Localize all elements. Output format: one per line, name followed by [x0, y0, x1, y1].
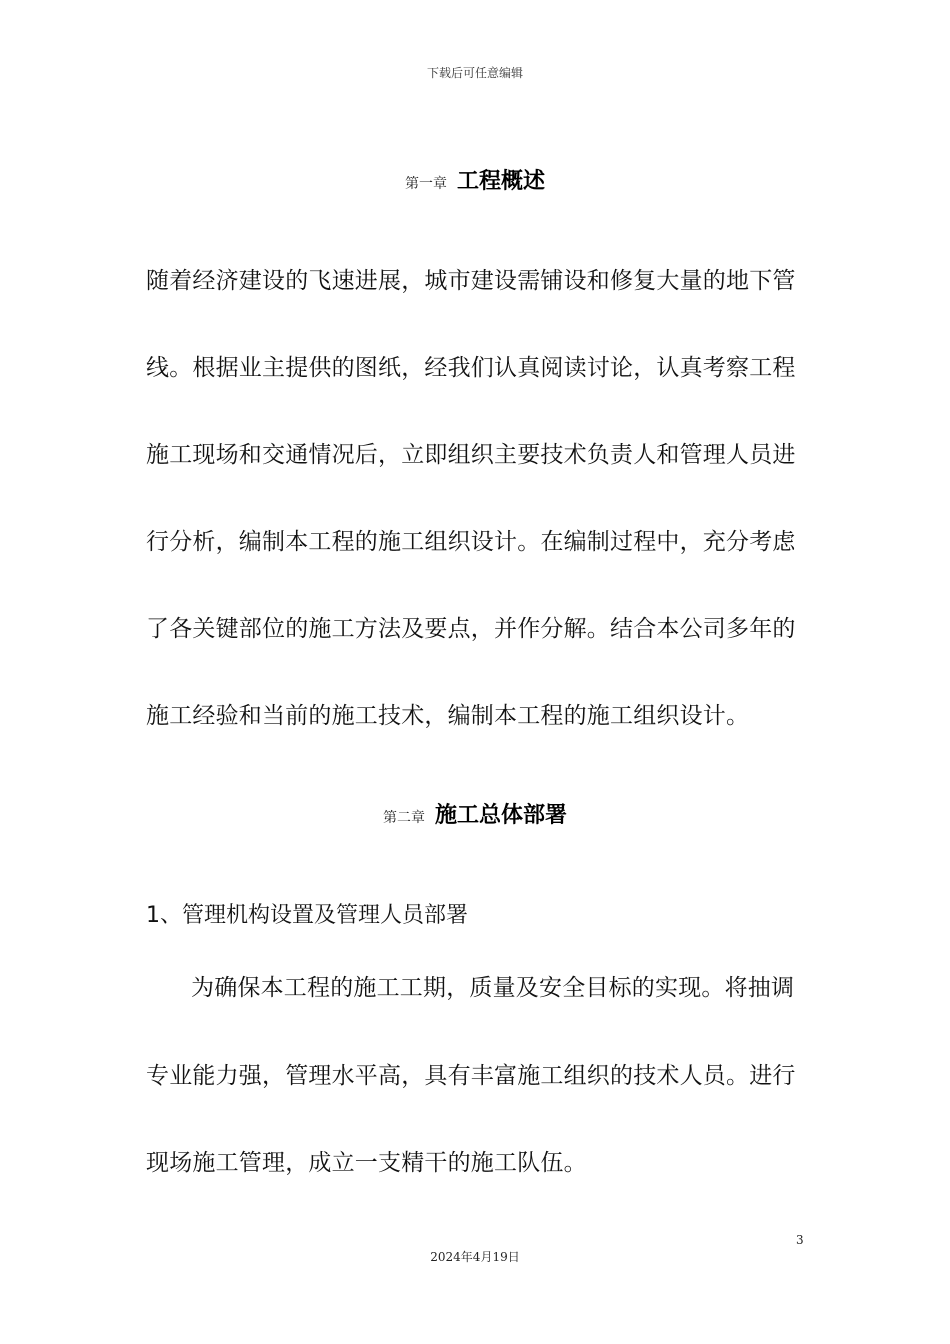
- page-number: 3: [796, 1233, 804, 1247]
- paragraph-line: 现场施工管理，成立一支精干的施工队伍。: [146, 1150, 587, 1176]
- footer-date: 2024年4月19日: [430, 1250, 520, 1264]
- chapter-1-heading: [0, 164, 950, 195]
- paragraph-line: 了各关键部位的施工方法及要点，并作分解。结合本公司多年的: [146, 616, 796, 642]
- paragraph-line: 线。根据业主提供的图纸，经我们认真阅读讨论，认真考察工程: [146, 355, 796, 381]
- chapter-2-number: 第二章: [382, 810, 425, 826]
- paragraph-line: 随着经济建设的飞速进展，城市建设需铺设和修复大量的地下管: [146, 268, 796, 294]
- header-note: 下载后可任意编辑: [426, 66, 523, 80]
- paragraph-line: 专业能力强，管理水平高，具有丰富施工组织的技术人员。进行: [146, 1063, 796, 1089]
- chapter-2-heading: [0, 798, 950, 829]
- paragraph-line: 为确保本工程的施工工期，质量及安全目标的实现。将抽调: [191, 975, 795, 1001]
- paragraph-line: 行分析，编制本工程的施工组织设计。在编制过程中，充分考虑: [146, 529, 796, 555]
- chapter-1-number: 第一章: [404, 176, 447, 192]
- chapter-2-title: 施工总体部署: [434, 803, 567, 828]
- section-heading: 1、管理机构设置及管理人员部署: [146, 903, 468, 928]
- paragraph-line: 施工现场和交通情况后，立即组织主要技术负责人和管理人员进: [146, 442, 796, 468]
- paragraph-line: 施工经验和当前的施工技术，编制本工程的施工组织设计。: [146, 703, 750, 729]
- chapter-1-title: 工程概述: [456, 169, 545, 194]
